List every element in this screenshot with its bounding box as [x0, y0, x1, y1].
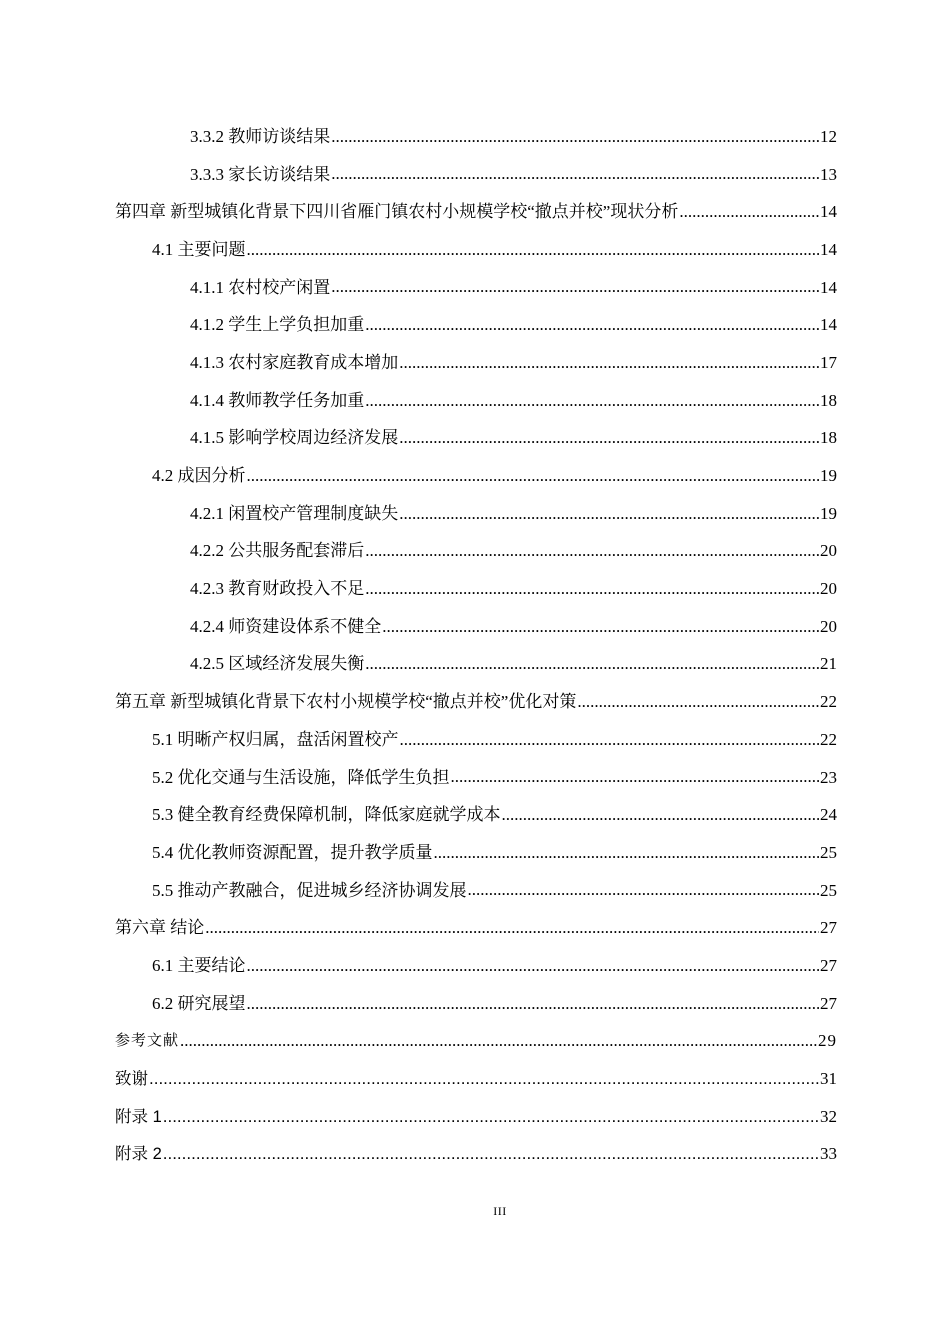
toc-entry[interactable]: [0, 872, 950, 910]
toc-entry[interactable]: [0, 495, 950, 533]
toc-entry-chapter[interactable]: [0, 683, 950, 721]
toc-entry[interactable]: [0, 947, 950, 985]
toc-entry-title: 附录 2: [115, 1145, 162, 1164]
toc-entry-title: 4.2.4 师资建设体系不健全: [190, 616, 382, 636]
toc-entry-page: 14: [820, 315, 837, 335]
dot-leader: [163, 1107, 819, 1136]
dot-leader: [365, 654, 819, 683]
toc-entry-appendix[interactable]: [0, 1136, 950, 1174]
toc-entry-title: 5.1 明晰产权归属，盘活闲置校产: [152, 729, 399, 749]
toc-entry-title: 5.3 健全教育经费保障机制，降低家庭就学成本: [152, 805, 501, 825]
toc-entry-title: 3.3.3 家长访谈结果: [190, 164, 331, 184]
dot-leader: [247, 956, 820, 985]
toc-entry-title: 4.2 成因分析: [152, 466, 246, 486]
dot-leader: [365, 315, 819, 344]
toc-entry-acknowledgements[interactable]: [0, 1060, 950, 1098]
dot-leader: [163, 1144, 819, 1173]
dot-leader: [247, 466, 820, 495]
dot-leader: [149, 1069, 819, 1098]
toc-entry-page: 14: [820, 202, 837, 222]
toc-entry-chapter[interactable]: [0, 193, 950, 231]
dot-leader: [577, 692, 819, 721]
toc-entry[interactable]: [0, 646, 950, 684]
toc-entry-page: 14: [820, 239, 837, 259]
toc-entry-page: 18: [820, 390, 837, 410]
toc-entry-title: 第六章 结论: [115, 918, 205, 938]
toc-entry-title: 参考文献: [115, 1033, 180, 1050]
toc-entry-title: 致谢: [115, 1070, 148, 1089]
dot-leader: [331, 277, 819, 306]
toc-entry[interactable]: [0, 608, 950, 646]
toc-entry[interactable]: [0, 570, 950, 608]
toc-entry-page: 18: [820, 428, 837, 448]
toc-entry[interactable]: [0, 796, 950, 834]
dot-leader: [205, 918, 819, 947]
toc-entry-title: 4.2.5 区域经济发展失衡: [190, 654, 365, 674]
toc-entry-title: 4.1.4 教师教学任务加重: [190, 390, 365, 410]
dot-leader: [502, 805, 820, 834]
dot-leader: [679, 202, 819, 231]
dot-leader: [382, 617, 819, 646]
toc-entry[interactable]: [0, 834, 950, 872]
dot-leader: [434, 843, 820, 872]
toc-entry-page: 22: [820, 729, 837, 749]
dot-leader: [399, 428, 819, 457]
toc-entry[interactable]: [0, 382, 950, 420]
toc-entry-page: 17: [820, 352, 837, 372]
toc-entry-title: 5.4 优化教师资源配置，提升教学质量: [152, 842, 433, 862]
table-of-contents: [0, 118, 950, 1173]
toc-entry-title: 4.2.1 闲置校产管理制度缺失: [190, 503, 399, 523]
toc-entry-title: 4.2.3 教育财政投入不足: [190, 579, 365, 599]
toc-entry[interactable]: [0, 306, 950, 344]
dot-leader: [365, 541, 819, 570]
toc-entry-title: 第五章 新型城镇化背景下农村小规模学校“撤点并校”优化对策: [115, 692, 577, 712]
toc-entry-page: 31: [820, 1069, 837, 1089]
toc-entry-page: 24: [820, 805, 837, 825]
toc-entry[interactable]: [0, 118, 950, 156]
toc-entry[interactable]: [0, 156, 950, 194]
toc-entry-page: 27: [820, 955, 837, 975]
toc-entry-title: 附录 1: [115, 1107, 162, 1126]
dot-leader: [400, 730, 820, 759]
toc-entry-page: 21: [820, 654, 837, 674]
toc-entry[interactable]: [0, 985, 950, 1023]
toc-entry-page: 20: [820, 541, 837, 561]
toc-entry-page: 20: [820, 579, 837, 599]
toc-entry-chapter[interactable]: [0, 909, 950, 947]
toc-entry[interactable]: [0, 344, 950, 382]
toc-entry-title: 4.1.2 学生上学负担加重: [190, 315, 365, 335]
dot-leader: [247, 994, 820, 1023]
toc-entry-references[interactable]: [0, 1023, 950, 1061]
toc-entry-title: 5.5 推动产教融合，促进城乡经济协调发展: [152, 880, 467, 900]
toc-entry-title: 5.2 优化交通与生活设施，降低学生负担: [152, 767, 450, 787]
dot-leader: [331, 164, 819, 193]
toc-entry-page: 25: [820, 842, 837, 862]
toc-entry-appendix[interactable]: [0, 1098, 950, 1136]
dot-leader: [365, 391, 819, 420]
toc-entry-page: 14: [820, 277, 837, 297]
toc-entry-page: 19: [820, 503, 837, 523]
toc-entry-page: 19: [820, 466, 837, 486]
toc-entry-page: 23: [820, 767, 837, 787]
toc-entry[interactable]: [0, 231, 950, 269]
toc-entry-page: 27: [820, 993, 837, 1013]
page-number: III: [493, 1204, 507, 1218]
toc-entry-page: 22: [820, 692, 837, 712]
dot-leader: [247, 240, 820, 269]
toc-entry-page: 29: [818, 1031, 837, 1051]
toc-entry-page: 25: [820, 880, 837, 900]
toc-entry-page: 20: [820, 616, 837, 636]
dot-leader: [451, 767, 820, 796]
dot-leader: [468, 880, 820, 909]
toc-entry[interactable]: [0, 759, 950, 797]
toc-entry-page: 12: [820, 126, 837, 146]
toc-entry-title: 4.1.1 农村校产闲置: [190, 277, 331, 297]
toc-entry[interactable]: [0, 269, 950, 307]
toc-entry-title: 6.1 主要结论: [152, 955, 246, 975]
dot-leader: [180, 1031, 817, 1060]
toc-entry-page: 13: [820, 164, 837, 184]
toc-entry-title: 3.3.2 教师访谈结果: [190, 126, 331, 146]
toc-entry[interactable]: [0, 533, 950, 571]
dot-leader: [365, 579, 819, 608]
toc-entry-title: 4.1.3 农村家庭教育成本增加: [190, 352, 399, 372]
toc-entry-page: 32: [820, 1106, 837, 1126]
toc-entry-title: 6.2 研究展望: [152, 993, 246, 1013]
toc-entry-page: 33: [820, 1144, 837, 1164]
toc-entry-title: 4.2.2 公共服务配套滞后: [190, 541, 365, 561]
toc-entry-title: 第四章 新型城镇化背景下四川省雁门镇农村小规模学校“撤点并校”现状分析: [115, 202, 679, 222]
toc-entry[interactable]: [0, 420, 950, 458]
toc-entry-title: 4.1.5 影响学校周边经济发展: [190, 428, 399, 448]
dot-leader: [331, 127, 819, 156]
toc-entry-title: 4.1 主要问题: [152, 239, 246, 259]
toc-entry[interactable]: [0, 721, 950, 759]
dot-leader: [399, 504, 819, 533]
toc-entry[interactable]: [0, 457, 950, 495]
toc-entry-page: 27: [820, 918, 837, 938]
dot-leader: [399, 353, 819, 382]
